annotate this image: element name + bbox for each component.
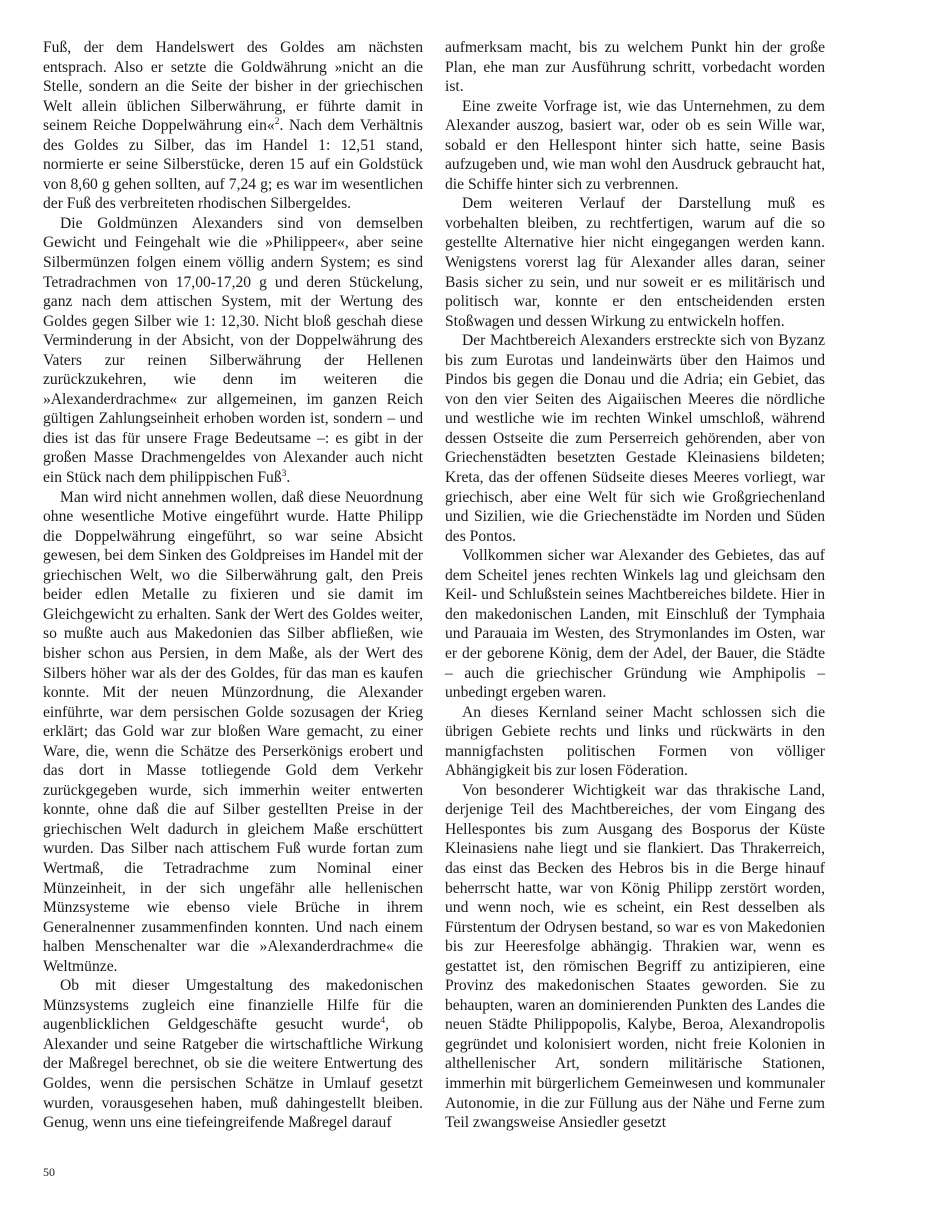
footnote-marker[interactable]: 4	[380, 1016, 386, 1027]
paragraph-text: Ob mit dieser Umgestaltung des makedonischen Münzsystems zugleich eine finanzielle Hilfe für die augenblicklichen Geldgeschäfte gesucht wurde	[43, 977, 423, 1034]
right-column	[445, 38, 825, 1133]
paragraph-text: Die Goldmünzen Alexanders sind von demselben Gewicht und Feingehalt wie die »Philippeer«, aber seine Silbermünzen folgen einem völlig andern System; es sind Tetradrachmen von 17,00-17,20 g und deren Stückelung, ganz nach dem attischen System, mit der Wertung des Goldes gegen Silber wie 1: 12,30. Nicht bloß geschah diese Verminderung in der Absicht, von der Doppelwährung des Vaters zur reinen Silberwährung der Hellenen zurückzukehren, wie denn im weiteren die »Alexanderdrachme« zur allgemeinen, im ganzen Reich gültigen Zahlungseinheit erhoben worden ist, sondern – und dies ist das für unsere Frage Bedeutsame –: es gibt in der großen Masse Drachmengeldes von Alexander auch nicht ein Stück nach dem philippischen Fuß	[43, 214, 423, 487]
left-column	[43, 38, 423, 1133]
footnote-marker[interactable]: 3	[281, 468, 287, 479]
paragraph: Vollkommen sicher war Alexander des Gebietes, das auf dem Scheitel jenes rechten Winkels lag und gleichsam den Keil- und Schlußstein seines Machtbereiches bildete. Hier in den makedonischen Landen, mit Einschluß der Tymphaia und Parauaia im Westen, des Strymonlandes im Osten, war er der geborene König, dem der Adel, der Bauer, die Städte – auch die griechischer Gründung wie Amphipolis – unbedingt ergeben waren.	[445, 547, 825, 702]
paragraph: aufmerksam macht, bis zu welchem Punkt hin der große Plan, ehe man zur Ausführung schritt, vorbedacht worden ist.	[445, 39, 825, 96]
paragraph-text: . Nach dem Verhältnis des Goldes zu Silber, das im Handel 1: 12,51 stand, normierte er seine Silberstücke, deren 15 auf ein Goldstück von 8,60 g gehen sollten, auf 7,24 g; es war im wesentlichen der Fuß des verbreiteten rhodischen Silbergeldes.	[43, 117, 423, 213]
paragraph: Eine zweite Vorfrage ist, wie das Unternehmen, zu dem Alexander auszog, basiert war, oder ob es sein Wille war, sobald er den Hellespont hinter sich hatte, seine Basis aufzugeben und, wie man wohl den Ausdruck gebraucht hat, die Schiffe hinter sich zu verbrennen.	[445, 97, 825, 193]
paragraph	[43, 38, 423, 214]
paragraph: An dieses Kernland seiner Macht schlossen sich die übrigen Gebiete rechts und links und rückwärts in den mannigfachsten politischen Formen von völliger Abhängigkeit bis zur losen Föderation.	[445, 703, 825, 780]
paragraph: Von besonderer Wichtigkeit war das thrakische Land, derjenige Teil des Machtbereiches, der vom Eingang des Hellespontes bis zum Ausgang des Bosporus der Küste Kleinasiens nahe liegt und sie flankiert. Das Thrakerreich, das einst das Becken des Hebros bis in die Berge hinauf beherrscht hatte, war von König Philipp zerstört worden, und wenn noch, wie es scheint, ein Rest desselben als Fürstentum der Odrysen bestand, so war es von Makedonien bis zur Heeresfolge abhängig. Thrakien war, wenn es gestattet ist, den römischen Begriff zu antizipieren, eine Provinz des makedonischen Staates geworden. Sie zu behaupten, waren an dominierenden Punkten des Landes die neuen Städte Philippopolis, Kalybe, Beroa, Alexandropolis gegründet und kolonisiert worden, nicht freie Kolonien in althellenischer Art, sondern militärische Stationen, immerhin mit bürgerlichem Gemeinwesen und kommunaler Autonomie, in die zur Füllung aus der Nähe und Ferne zum Teil zwangsweise Ansiedler gesetzt	[445, 781, 825, 1132]
paragraph-text: , ob Alexander und seine Ratgeber die wirtschaftliche Wirkung der Maßregel berechnet, ob sie die weitere Entwertung des Goldes, wenn die persischen Schätze in Umlauf gesetzt wurden, vorausgesehen haben, muß dahingestellt bleiben. Genug, wenn uns eine tiefeingreifende Maßregel darauf	[43, 1016, 424, 1132]
paragraph: Man wird nicht annehmen wollen, daß diese Neuordnung ohne wesentliche Motive eingeführt wurde. Hatte Philipp die Doppelwährung eingeführt, so war seine Absicht gewesen, bei dem Sinken des Goldpreises im Handel mit der griechischen Welt, wo die Silberwährung galt, den Preis beider edlen Metalle zu fixieren und sie damit im Gleichgewicht zu erhalten. Sank der Wert des Goldes weiter, so mußte auch aus Makedonien das Silber abfließen, wie bisher schon aus Persien, in dem Maße, als der Wert des Silbers höher war als der des Goldes, für das man es kaufen konnte. Mit der neuen Münzordnung, die Alexander einführte, war dem persischen Golde sozusagen der Krieg erklärt; das Gold war zur bloßen Ware gemacht, zu einer Ware, die, wenn die Schätze des Perserkönigs erobert und das dort in Masse totliegende Gold dem Verkehr zurückgegeben wurde, sich immerhin weiter entwerten konnte, ohne daß die auf Silber gestellten Preise in der griechischen Welt dadurch in gleichem Maße erschüttert wurden. Das Silber nach attischem Fuß wurde fortan zum Wertmaß, die Tetradrachme zum Nominal einer Münzeinheit, in der sich ungefähr alle hellenischen Münzsysteme wie ebenso viele Brüche in ihrem Generalnenner zusammenfinden konnten. Und nach einem halben Menschenalter war die »Alexanderdrachme« die Weltmünze.	[43, 488, 423, 975]
paragraph: Der Machtbereich Alexanders erstreckte sich von Byzanz bis zum Eurotas und landeinwärts über den Haimos und Pindos bis gegen die Donau und die Adria; ein Gebiet, das von den vier Seiten des Aigaiischen Meeres die nördliche und westliche wie im rechten Winkel umschloß, während dessen Ostseite die zum Perserreich gehörenden, aber von Griechenstädten besetzten Gestade Kleinasiens bildeten; Kreta, das der offenen Südseite dieses Meeres vorliegt, war griechisch, aber eine Welt für sich wie Großgriechenland und Sizilien, wie die Griechenstädte im Norden und Süden des Pontos.	[445, 332, 825, 545]
paragraph-text: Fuß, der dem Handelswert des Goldes am nächsten entsprach. Also er setzte die Goldwährung »nicht an die Stelle, sondern an die Seite der bisher in der griechischen Welt allein üblichen Silberwährung, er führte damit in seinem Reiche Doppelwährung ein«	[43, 39, 423, 135]
paragraph	[43, 976, 423, 1132]
page-number: 50	[43, 1165, 55, 1179]
paragraph: Dem weiteren Verlauf der Darstellung muß es vorbehalten bleiben, zu rechtfertigen, warum auf die so gestellte Alternative hier nicht eingegangen werden kann. Wenigstens vorerst lag für Alexander alles daran, seiner Basis sicher zu sein, und nur soweit er es militärisch und politisch war, konnte er den entscheidenden ersten Stoßwagen und dessen Wirkung zu entwickeln hoffen.	[445, 195, 825, 330]
paragraph-text: .	[286, 469, 291, 487]
footnote-marker[interactable]: 2	[274, 117, 280, 127]
paragraph	[43, 214, 423, 488]
